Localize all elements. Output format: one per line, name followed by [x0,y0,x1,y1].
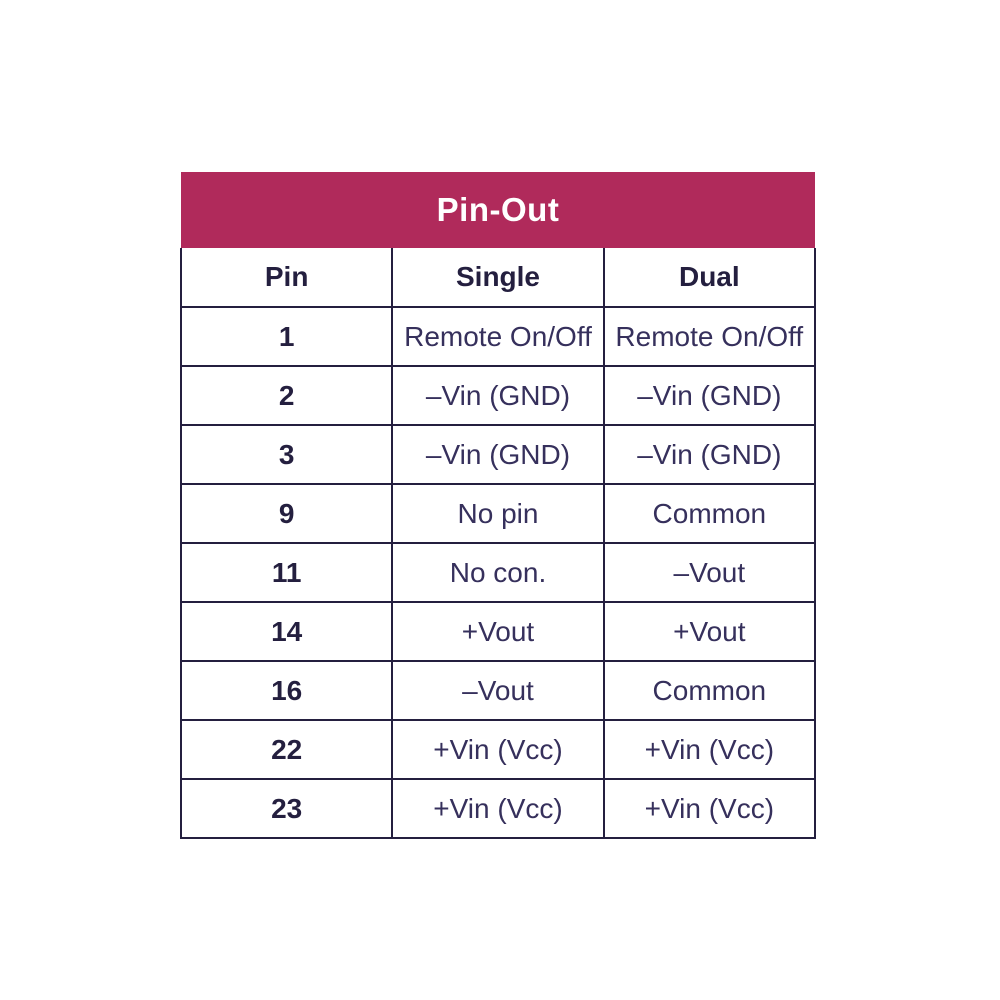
cell-pin: 2 [181,366,392,425]
cell-single: –Vout [392,661,603,720]
cell-single: No pin [392,484,603,543]
cell-dual: +Vin (Vcc) [604,779,815,838]
table-row [181,602,815,661]
cell-pin: 23 [181,779,392,838]
cell-dual: Remote On/Off [604,307,815,366]
table-row [181,661,815,720]
table-title-row [181,172,815,248]
cell-pin: 1 [181,307,392,366]
pin-out-table [180,172,816,839]
cell-single: +Vin (Vcc) [392,779,603,838]
table-row [181,425,815,484]
table-row [181,779,815,838]
cell-dual: –Vout [604,543,815,602]
table-header-row [181,248,815,307]
cell-single: +Vout [392,602,603,661]
cell-single: Remote On/Off [392,307,603,366]
table-row [181,543,815,602]
cell-dual: Common [604,661,815,720]
cell-pin: 16 [181,661,392,720]
cell-pin: 3 [181,425,392,484]
cell-dual: +Vin (Vcc) [604,720,815,779]
table-row [181,366,815,425]
cell-single: –Vin (GND) [392,366,603,425]
cell-single: +Vin (Vcc) [392,720,603,779]
cell-dual: –Vin (GND) [604,366,815,425]
cell-dual: Common [604,484,815,543]
cell-single: –Vin (GND) [392,425,603,484]
column-header-dual: Dual [604,248,815,307]
table-row [181,307,815,366]
column-header-single: Single [392,248,603,307]
table-row [181,720,815,779]
cell-pin: 9 [181,484,392,543]
cell-dual: –Vin (GND) [604,425,815,484]
table-title: Pin-Out [181,172,815,248]
cell-pin: 22 [181,720,392,779]
table-row [181,484,815,543]
cell-pin: 14 [181,602,392,661]
cell-dual: +Vout [604,602,815,661]
cell-pin: 11 [181,543,392,602]
column-header-pin: Pin [181,248,392,307]
cell-single: No con. [392,543,603,602]
